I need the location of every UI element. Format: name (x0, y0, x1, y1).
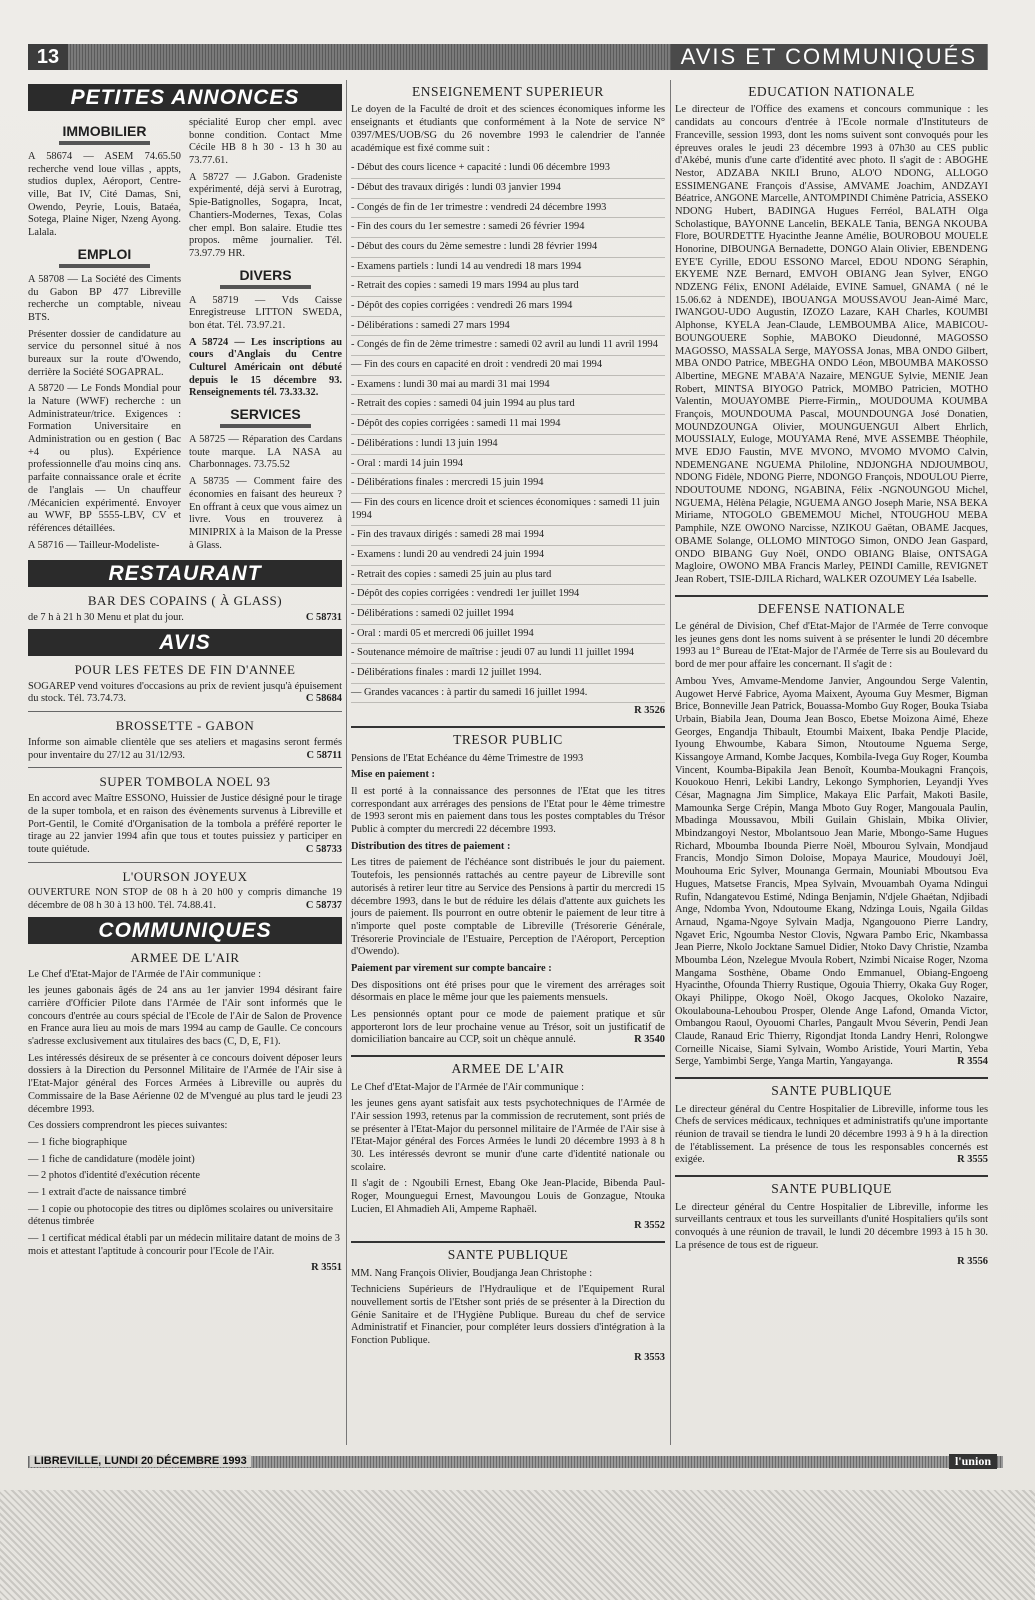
list-item: - Début des cours licence + capacité : lundi 06 décembre 1993 (351, 159, 665, 179)
heading-rule (59, 141, 151, 145)
list-item: - Retrait des copies : samedi 25 juin au plus tard (351, 566, 665, 586)
ourson-text: OUVERTURE NON STOP de 08 h à 20 h00 y compris dimanche 19 décembre de 08 h 30 à 13 h00. Tél. 74.88.41. (28, 887, 342, 912)
tresor-subheading: Mise en paiement : (351, 769, 435, 781)
page-number: 13 (28, 44, 68, 70)
tombola-text: En accord avec Maître ESSONO, Huissier de Justice désigné pour le tirage de la super tombola, et en raison des évènements survenus à Libreville et Port-Gentil, le Comité d'Organisation de la tombola a préféré reporter le tirage au 22 janvier 1994 afin que tous et toutes puissiez y participer en toute quiétude. (28, 793, 342, 855)
ref-code: C 58711 (306, 749, 342, 761)
ref-code: R 3556 (957, 1256, 988, 1268)
sante-text: Le directeur général du Centre Hospitalier de Libreville, informe tous les Chefs de services médicaux, techniques et administratifs qu'une importante réunion de travail se tiendra le lundi 20 décembre 1993 à 9 h à la direction de l'établissement. La présence de tous les responsables concernés est exigée. (675, 1103, 988, 1166)
defense-intro: Le général de Division, Chef d'Etat-Major de l'Armée de Terre convoque les jeunes gens dont les noms suivent à se présenter le lundi 20 décembre 1993 au 1° Bureau de l'Etat-Major de l'Armée de Terre sis au Boulevard du bord de mer pour affaire les concernant. Il s'agit de : (675, 621, 988, 671)
ref-code: R 3554 (957, 1056, 988, 1068)
list-item: - Début des travaux dirigés : lundi 03 janvier 1994 (351, 179, 665, 199)
footer-dateline: LIBREVILLE, LUNDI 20 DÉCEMBRE 1993 (30, 1455, 251, 1467)
documents-list (28, 1137, 342, 1259)
sante-paragraph: Techniciens Supérieurs de l'Hydraulique et de l'Equipement Rural nouvellement sortis de l'Etsher sont priés de se présenter à la Direction du Génie Sanitaire et de l'Hygiène Publique. Bureau du chef de service Administratif et Financier, pour compléter leurs dossiers d'intégration à la Fonction Publique. (351, 1284, 665, 1346)
sante-title: SANTE PUBLIQUE (771, 1083, 892, 1099)
tresor-paragraph: Des dispositions ont été prises pour que le virement des arrérages soit désormais en place le même jour que les paiements mensuels. (351, 979, 665, 1004)
list-item: - Congés de fin de 2ème trimestre : samedi 02 avril au lundi 11 avril 1994 (351, 336, 665, 356)
divider (675, 595, 988, 597)
ref-code: C 58684 (305, 693, 342, 705)
classifieds-block (28, 117, 342, 556)
list-item: — 1 certificat médical établi par un médecin militaire datant de moins de 3 mois et attestant l'aptitude à concourir pour l'Ecole de l'Air. (28, 1233, 340, 1257)
list-item: - Examens partiels : lundi 14 au vendredi 18 mars 1994 (351, 258, 665, 278)
list-item: - Examens : lundi 20 au vendredi 24 juin 1994 (351, 546, 665, 566)
divider (28, 862, 342, 863)
ad-text: A 58674 — ASEM 74.65.50 recherche vend loue villas , appts, studios duplex, Aéroport, Centre-ville, Bat IV, Cité Damas, Sni, Owendo, Peyrie, Louis, Bataéa, Sotega, Plaine Niger, Nzeng Ayong. Lalala. (28, 151, 181, 239)
ad-text: A 58720 — Le Fonds Mondial pour la Nature (WWF) recherche : un Administrateur/trice. Exigences : Formation Universitaire en Administration ou en gestion ( Bac +4 ou plus). Expérience professionnelle d'au moins cinq ans. parfaite connaissance orale et écrite de l'anglais — Un chauffeur /Mécanicien expérimenté. Envoyer au WWF, BP 5555-LBV, CV et références détaillées. (28, 383, 181, 534)
tresor-paragraph: Il est porté à la connaissance des personnes de l'Etat que les titres correspondant aux arrérages des pensions de l'Etat pour le 4ème trimestre de 1993 seront mis en paiement dans tous les postes comptables du Trésor Public à compter du mercredi 22 décembre 1993. (351, 786, 665, 836)
sante-title: SANTE PUBLIQUE (447, 1247, 569, 1263)
armee-air-intro: Le Chef d'Etat-Major de l'Armée de l'Air communique : (351, 1081, 584, 1093)
ad-text: spécialité Europ cher empl. avec bonne condition. Contact Mme Cécile HB 8 h 30 - 13 h 30 au 73.77.61. (189, 117, 342, 167)
bar-text: de 7 h à 21 h 30 Menu et plat du jour. (28, 612, 184, 624)
heading-rule (220, 424, 312, 428)
tresor-subheading: Paiement par virement sur compte bancaire : (351, 962, 552, 974)
sante-paragraph: MM. Nang François Olivier, Boudjanga Jean Christophe : (351, 1267, 593, 1279)
ad-text: A 58735 — Comment faire des économies en faisant des heureux ? En offrant à ceux que vous aimez un livre. Vous en trouverez à MINIPRIX à la Maison de la Presse à Glass. (189, 476, 342, 551)
ref-code: R 3540 (634, 1034, 665, 1046)
list-item: — 2 photos d'identité d'exécution récente (28, 1170, 200, 1182)
divider (28, 711, 342, 712)
list-item: — 1 extrait d'acte de naissance timbré (28, 1186, 187, 1198)
list-item: - Délibérations : samedi 27 mars 1994 (351, 317, 665, 337)
brossette-title: BROSSETTE - GABON (115, 718, 255, 734)
defense-names: Ambou Yves, Amvame-Mendome Janvier, Angoundou Serge Valentin, Augowet Hervé Fabrice, Ayoma Maixent, Ayouma Guy Mesmer, Bigman Brice, Bonneville Jean Patrick, Bouassa-Mombo Guy Roger, Bouka Tsiaba Urbain, Biabila Jean, Douma Jean Bosco, Ebetse Moizona Aimé, Eheze Georges, Engandja Thibault, Etoumbi Maixent, Ibaka Pendje Placide, Iyoung Ehwoumbe, Kabara Simon, Ntoutoume Nguema Serge, Kissangoye Armand, Kombe Jacques, Kombila-Ivega Guy Roger, Koumba Vincent, Koumba-Bipakila Jean Benoît, Koumba-Moukagni François, Kouokouo Henri, Lekibi Landry, Lekongo Symphorien, Leyandji Yves César, Magnagna Jim Simplice, Makaya Elic Parfait, Makoti Basile, Mamounka Serge Crépin, Manga Mboto Guy Roger, Mangouala Paulin, Mbadinga Moussavou, Mbili Guilain Ghislain, Mbika Olivier, Mbindzangoyi Nestor, Mbolantsouo Jean Marie, Mbongo-Same Hugues Richard, Mboumba Ibounda Pierre Noël, Mbourou Sylvain, Mondjaud Francis, Mondjo Simon Doloise, Mopaya Maurice, Moudouyi Joël, Mouhouma Eric Sylver, Mounanga Germain, Mouniabi Mboutsou Eva Hugues, Matsetse Francis, Mpea Sylvain, Mvouambah Oyama Ndingui Rufin, Ndangatevou Estimé, Ndinga Benjamin, N'djele Ghaétan, Ndjibadi Ange, Ndomba Yvon, Ndoutoume Ekang, Ndzinga Louis, Ngaila Gildas Arnaud, Ngama-Ngoye Sylvain Madja, Ngangouono Pierre Landry, Ngavet Eric, Ngoumba Nestor Clovis, Ngwara Pambo Eric, Nkambassa Jean Pierre, Nkolo Jocktane Samuel Didier, Ntoko Davy Christie, Nzamba Mboumba Léon, Nzelegue Mvoula Robert, Nzimbi Nicaise Roger, Nzoma Mangama Sosthène, Obame Ondo Emmanuel, Obiang-Engoeng Hyacinthe, Ofounda Thierry Rustique, Ogouia Thierry, Okaka Guy Roger, Okayi Philippe, Okogo Noël, Okogo Jacques, Okoloko Nazaire, Okoulabouna-Lehoubou Prosper, Olende Ange Lafond, Omanda Victor, Ombangou Raoul, Oyouomi Charles, Pangault Mvou Séverin, Pendi Jean Claude, Ranaud Eric Thierry, Rigondjat Itonda Landry Henri, Rolongwe Corneille Nicaise, Siami Sylvain, Wombo Aristide, Youri Martin, Yeba Serge, Yambimbi Serge, Yanga Martin, Yangayanga. (675, 675, 988, 1068)
divers-heading: DIVERS (239, 266, 292, 283)
defense-title: DEFENSE NATIONALE (757, 600, 906, 616)
services-heading: SERVICES (230, 406, 301, 423)
column-divider (346, 80, 347, 1445)
petites-annonces-header: PETITES ANNONCES (28, 84, 342, 111)
heading-rule (59, 264, 151, 268)
list-item: - Oral : mardi 14 juin 1994 (351, 455, 665, 475)
list-item: - Examens : lundi 30 mai au mardi 31 mai 1994 (351, 376, 665, 396)
ref-code: C 58737 (305, 900, 342, 912)
armee-air-paragraph: Il s'agit de : Ngoubili Ernest, Ebang Oke Jean-Placide, Bibenda Paul-Roger, Mounguegui Ernest, Mavoungou Louis de Gonzague, Ntouka Lucien, El Ahmadieh Ali, Ampeme Raphaël. (351, 1178, 665, 1215)
ref-code: R 3555 (957, 1154, 988, 1166)
scan-noise (0, 1490, 1035, 1600)
column-left (28, 80, 342, 1275)
list-item: - Fin des travaux dirigés : samedi 28 mai 1994 (351, 526, 665, 546)
list-item: — Fin des cours en licence droit et sciences économiques : samedi 11 juin 1994 (351, 494, 665, 526)
tresor-paragraph: Les titres de paiement de l'échéance sont distribués le jour du paiement. Toutefois, les pensionnés rattachés au centre payeur de Libreville sont autorisés à retirer leur titre au Service des Pensions à partir du mercredi 15 décembre 1993, dans le but de réduire les délais d'attente aux guichets les jours de paiement. Ils pourront en outre obtenir le paiement de leur titre à n'importe quel poste comptable de Libreville (Trésorerie Générale, Trésorerie Provinciale de l'Estuaire, Perception de l'Aéroport, Perception d'Owendo). (351, 857, 665, 958)
bar-title: BAR DES COPAINS ( À GLASS) (87, 593, 283, 609)
armee-air-paragraph: les jeunes gens ayant satisfait aux tests psychotechniques de l'Armée de l'Air session 1993, retenus par la commission de recrutement, sont priés de se présenter à l'Etat-Major du personnel militaire de l'Armée de l'Air sise à l'Etat-Major général des Forces Armées le lundi 20 décembre 1993 à 8 h 30. Les intéressés devront se munir d'une carte d'identité nationale ou scolaire. (351, 1098, 665, 1173)
communiques-header: COMMUNIQUES (28, 917, 342, 944)
ad-text: A 58719 — Vds Caisse Enregistreuse LITTON SWEDA, bon état. Tél. 73.97.21. (189, 294, 342, 331)
education-text: Le directeur de l'Office des examens et concours communique : les candidats au concours d'entrée à l'Ecole normale d'Instituteurs de Franceville, session 1993, dont les noms suivent sont convoqués pour les épreuves orales le jeudi 23 décembre 1993 à 07h30 au CES public d'Akébé, munis d'une carte d'identité avec photo. Il s'agit de : ABOGHE Nestor, ADZABA NKILI Bruno, ALO'O NDONG, ALLOGO ESSIMENGANE François d'Assise, AMVAME Joachim, ANDZAYI Béatrice, ANGONE Marcelle, ANTOMPINDI Chimène Patricia, ASSEKO NDONG Hubert, BADINGA Hugues Ferréol, BALATH Olga Scholastique, BAYONNE Lancelin, BEKALE Tania, BENGA NKOUBA Flore, BOURDETTE Hyacinthe Jeanne Amélie, BOUROBOU MOUELE Honorine, DIBOUNGA Bernadette, DONGO Alain Olivier, EBENDENG EYE'E Cyrille, EDOU ESSONO Marcel, EDOU NDONG Séraphin, EKYEME NZE Bernard, EMVOH OBIANG Jean Sylver, ENGO NDZENG Félix, ENONI Adélaide, EVINE Samuel, GNAMA ( né le 15.06.62 à NDENDE), IBOUANGA MOUSSAVOU Jean-Aimé Marc, IWANGOU-UDO Augustin, IZOZO Lazare, KAH Charles, KOUMBI Alphonse, KYELA Jean-Claude, LEMBOUMBA Alice, MABICOU-BOUNGOUERE Sophie, MABOKO Dieudonné, MAGOSSO MAGOSSO, MASSALA Serge, MAYOSSA Jonas, MBA ONDO Gilbert, MBA ONDO Patrice, MBEGHA ONDO Léon, MBOUMBA MAKOSSO Albertine, MEGNE M'ABA'A Nazaire, MENGUE Sylvie, MENIE Jean Robert, MINTSA BIYOGO Patrick, MOMBO Patricien, MOTHO Valentin, MOUAYOMBE Pierre-Firmin,, MOUDOUMA KOUMBA François, MOUNDOUMA Pascal, MOUNDOUNGA José Donatien, MOUNDZOUNGA Olivier, MOUNGUENGUI Albert Ehrlich, MOUSSIALY, Euloge, MOUYAMA René, MVE ASSEMBE Théophile, MVE EDJO Faustin, MVE MVONO, MVOMO MVOMO Calvin, NDEMENGANE NGUEMA Philoline, NDJONGHA NDJOUMBOU, NDONG Fidèle, NDONG Pierre, NDONGO François, NDOULOU Pierre, NDOUTOUME NDONG, NGABINA, Félix -NGNOUNGOU Michel, NGUEMA, Hélèna Pélagie, NGUEMA ANGO Joseph Marie, NSA BEKA Miriame, NTOGOLO GBEMEMOU Michel, NTOUGHOU MEBA Pamphile, NZE OWONO Narcisse, NZIKOU Gaëtan, OBAME Jacques, OBAME Solange, OLLOMO MINTOGO Simon, ONDO Jean Gaspard, ONDO BIBANG Guy Noël, ONDO OBIANG Blaise, ONTSAGA Magloire, OWONO MBA Francis Marley, PEINDI Camille, REVIGNET Jean Robert, TSIE-DJILA Richard, WALKER OZOUMEY Léa Isabelle. (675, 104, 988, 585)
sante-text: Le directeur général du Centre Hospitalier de Libreville, informe les surveillants centraux et tous les surveillants d'unité Hospitaliers qu'ils sont convoqués à une réunion de travail, le lundi 20 décembre 1993 à 15 h 30. La présence de tous est de rigueur. (675, 1201, 988, 1251)
armee-paragraph: les jeunes gabonais âgés de 24 ans au 1er janvier 1994 désirant faire carrière d'Officier Pilote dans l'Armée de l'Air sont informés que le concours d'entrée au cours spécial de l'Ecole de l'Air de Salon de Provence en France aura lieu au mois de mars 1994 au camp de Gaulle. Ce concours s'adresse exclusivement aux titulaires des bacs (C, D, E, F1). (28, 985, 342, 1048)
divider (351, 1055, 665, 1057)
list-item: — Grandes vacances : à partir du samedi 16 juillet 1994. (351, 684, 665, 704)
ad-text: A 58716 — Tailleur-Modeliste- (28, 539, 160, 551)
list-item: - Soutenance mémoire de maîtrise : jeudi 07 au lundi 11 juillet 1994 (351, 644, 665, 664)
ref-code: C 58731 (305, 612, 342, 624)
column-right (675, 80, 988, 1269)
ad-text: A 58727 — J.Gabon. Gradeniste expérimenté, déjà servi à Eurotrag, Spie-Batignolles, Sogapra, Incat, Chantiers-Modernes, Texas, Colas cher empl. Bon salaire. Etudie ttes propos. même journalier. Tél. 73.97.79 HR. (189, 171, 342, 259)
ad-text: Présenter dossier de candidature au service du personnel situé à nos bureaux sur la route d'Owendo, derrière la Société SOGAPRAL. (28, 328, 181, 378)
list-item: - Oral : mardi 05 et mercredi 06 juillet 1994 (351, 625, 665, 645)
armee-title: ARMEE DE L'AIR (130, 949, 240, 965)
enseignement-intro: Le doyen de la Faculté de droit et des sciences économiques informe les enseignants et étudiants que conformément à la Note de service N° 0397/MES/UOB/SG du 26 novembre 1993 le calendrier de l'année académique est fixé comme suit : (351, 104, 665, 154)
tresor-intro: Pensions de l'Etat Echéance du 4ème Trimestre de 1993 (351, 752, 584, 764)
divider (675, 1077, 988, 1079)
armee-paragraph: Les intéressés désireux de se présenter à ce concours doivent déposer leurs dossiers à la Direction du Personnel Militaire de l'Armée de l'Air sise à l'Etat-Major général des Forces Armées à Libreville ou auprès du Commissaire de la Base Aérienne 02 de M'vengué au plus tard le jeudi 23 décembre 1993. (28, 1052, 342, 1115)
list-item: - Dépôt des copies corrigées : vendredi 1er juillet 1994 (351, 585, 665, 605)
ref-code: R 3551 (311, 1262, 342, 1274)
list-item: - Fin des cours du 1er semestre : samedi 26 février 1994 (351, 218, 665, 238)
armee-air-title: ARMEE DE L'AIR (451, 1061, 565, 1077)
tresor-title: TRESOR PUBLIC (453, 732, 563, 748)
list-item: - Dépôt des copies corrigées : samedi 11 mai 1994 (351, 415, 665, 435)
list-item: - Début des cours du 2ème semestre : lundi 28 février 1994 (351, 238, 665, 258)
list-item: - Délibérations finales : mercredi 15 juin 1994 (351, 474, 665, 494)
emploi-heading: EMPLOI (77, 245, 132, 262)
calendar-list (351, 159, 665, 703)
divider (351, 726, 665, 728)
list-item: - Retrait des copies : samedi 19 mars 1994 au plus tard (351, 277, 665, 297)
list-item: — 1 fiche biographique (28, 1136, 127, 1148)
tresor-paragraph: Les pensionnés optant pour ce mode de paiement pratique et sûr apporteront lors de leur prochaine venue au Trésor, soit un justificatif de domiciliation bancaire au CCP, soit un chèque annulé. (351, 1009, 665, 1046)
ref-code: R 3552 (634, 1220, 665, 1232)
column-divider (670, 80, 671, 1445)
list-item: — 1 copie ou photocopie des titres ou diplômes scolaires ou universitaire détenus timbrée (28, 1203, 334, 1228)
list-item: - Délibérations : lundi 13 juin 1994 (351, 435, 665, 455)
brossette-text: Informe son aimable clientèle que ses ateliers et magasins seront fermés pour inventaire du 27/12 au 31/12/93. (28, 736, 342, 761)
list-item: - Congés de fin de 1er trimestre : vendredi 24 décembre 1993 (351, 199, 665, 219)
avis-header: AVIS (28, 629, 342, 656)
armee-paragraph: Ces dossiers comprendront les pieces suivantes: (28, 1120, 228, 1132)
divider (28, 767, 342, 768)
armee-intro: Le Chef d'Etat-Major de l'Armée de l'Air communique : (28, 968, 261, 980)
ad-text: A 58724 — Les inscriptions au cours d'Anglais du Centre Culturel Américain ont débuté depuis le 15 décembre 93. Renseignements tél. 73.33.32. (189, 336, 342, 399)
education-title: EDUCATION NATIONALE (748, 84, 915, 99)
tresor-subheading: Distribution des titres de paiement : (351, 840, 511, 852)
ref-code: R 3526 (634, 705, 665, 717)
fetes-text: SOGAREP vend voitures d'occasions au prix de revient jusqu'à épuisement du stock. Tél. 73.74.73. (28, 680, 342, 705)
enseignement-title: ENSEIGNEMENT SUPERIEUR (412, 84, 604, 99)
list-item: — 1 fiche de candidature (modèle joint) (28, 1153, 195, 1165)
ref-code: C 58733 (305, 843, 342, 855)
fetes-title: POUR LES FETES DE FIN D'ANNEE (74, 661, 296, 677)
footer-brand: l'union (949, 1454, 997, 1469)
ourson-title: L'OURSON JOYEUX (122, 868, 248, 884)
divider (351, 1241, 665, 1243)
sante-title: SANTE PUBLIQUE (771, 1181, 892, 1197)
tombola-title: SUPER TOMBOLA NOEL 93 (99, 774, 271, 790)
ad-text: A 58725 — Réparation des Cardans toute marque. LA NASA au Charbonnages. 73.75.52 (189, 434, 342, 471)
list-item: - Délibérations finales : mardi 12 juillet 1994. (351, 664, 665, 684)
ref-code: R 3553 (634, 1351, 665, 1363)
list-item: — Fin des cours en capacité en droit : vendredi 20 mai 1994 (351, 356, 665, 376)
heading-rule (220, 285, 312, 289)
immobilier-heading: IMMOBILIER (62, 123, 147, 139)
list-item: - Dépôt des copies corrigées : vendredi 26 mars 1994 (351, 297, 665, 317)
divider (675, 1175, 988, 1177)
list-item: - Retrait des copies : samedi 04 juin 1994 au plus tard (351, 395, 665, 415)
section-title: AVIS ET COMMUNIQUÉS (671, 44, 987, 70)
ad-text: A 58708 — La Société des Ciments du Gabon BP 477 Libreville recherche un comptable, niveau BTS. (28, 273, 181, 323)
column-middle (351, 80, 665, 1364)
list-item: - Délibérations : samedi 02 juillet 1994 (351, 605, 665, 625)
restaurant-header: RESTAURANT (28, 560, 342, 587)
